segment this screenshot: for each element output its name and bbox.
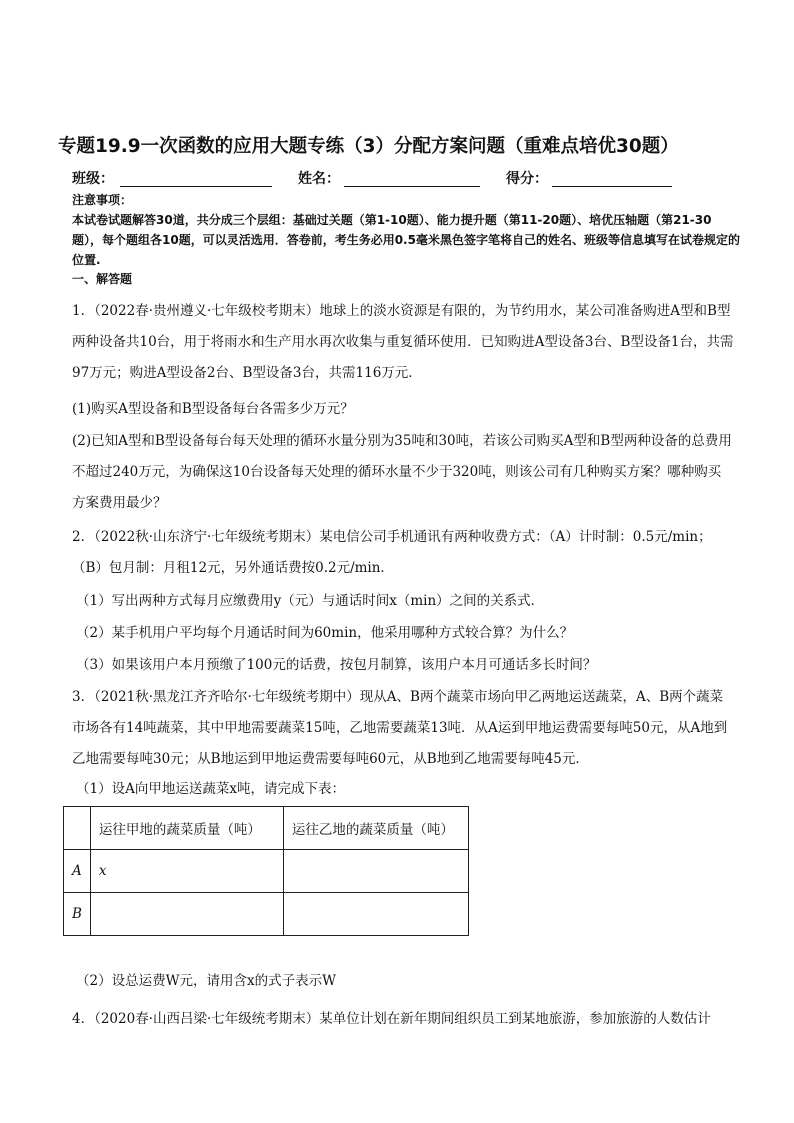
table-header-cell (64, 807, 91, 850)
name-blank (344, 186, 480, 187)
table-header-row (64, 807, 469, 850)
table-cell (283, 850, 468, 893)
q3-stem: 3．（2021秋·黑龙江齐齐哈尔·七年级统考期中）现从A、B两个蔬菜市场向甲乙两地运送蔬菜，A、B两个蔬菜市场各有14吨蔬菜，其中甲地需要蔬菜15吨，乙地需要蔬菜13吨．从A运到甲地运费需要每吨50元，从A地到乙地需要每吨30元；从B地运到甲地运费需要每吨60元，从B地到乙地需要每吨45元． (72, 689, 728, 767)
class-blank (120, 186, 272, 187)
q4-stem: 4．（2020春·山西吕梁·七年级统考期末）某单位计划在新年期间组织员工到某地旅游，参加旅游的人数估计 (72, 1011, 711, 1027)
q3-part2: （2）设总运费W元，请用含x的式子表示W (76, 973, 336, 989)
table-row (64, 893, 469, 936)
name-label: 姓名： (298, 171, 340, 187)
q2-part2: （2）某手机用户平均每个月通话时间为60min，他采用哪种方式较合算？为什么？ (76, 625, 574, 641)
class-label: 班级： (72, 171, 114, 187)
table-cell: x (90, 850, 283, 893)
q1-stem: 1．（2022春·贵州遵义·七年级校考期末）地球上的淡水资源是有限的，为节约用水，某公司准备购进A型和B型两种设备共10台，用于将雨水和生产用水再次收集与重复循环使用．已知购进A型设备3台、B型设备1台，共需97万元；购进A型设备2台、B型设备3台，共需116万元． (72, 303, 734, 381)
table-cell (283, 893, 468, 936)
notice-body: 本试卷试题解答30道，共分成三个层组：基础过关题（第1-10题）、能力提升题（第11-20题）、培优压轴题（第21-30题），每个题组各10题，可以灵活选用．答卷前，考生务必用0.5毫米黑色签字笔将自己的姓名、班级等信息填写在试卷规定的位置. (72, 213, 740, 267)
student-info-row (72, 168, 712, 192)
score-label: 得分： (506, 171, 548, 187)
notice-heading: 注意事项： (72, 193, 133, 207)
table-header-cell: 运往甲地的蔬菜质量（吨） (90, 807, 283, 850)
q3-part1: （1）设A向甲地运送蔬菜x吨，请完成下表： (76, 781, 345, 797)
q2-part3: （3）如果该用户本月预缴了100元的话费，按包月制算，该用户本月可通话多长时间？ (76, 657, 597, 673)
q1-part1: (1)购买A型设备和B型设备每台各需多少万元？ (72, 401, 354, 417)
q2-stem: 2．（2022秋·山东济宁·七年级统考期末）某电信公司手机通讯有两种收费方式：（A）计时制：0.5元/min；（B）包月制：月租12元，另外通话费按0.2元/min． (72, 529, 712, 576)
score-blank (552, 186, 672, 187)
table-cell: A (64, 850, 91, 893)
table-cell: B (64, 893, 91, 936)
q1-part2: (2)已知A型和B型设备每台每天处理的循环水量分别为35吨和30吨，若该公司购买A型和B型两种设备的总费用不超过240万元，为确保这10台设备每天处理的循环水量不少于320吨，则该公司有几种购买方案？哪种购买方案费用最少？ (72, 433, 732, 511)
table-header-cell: 运往乙地的蔬菜质量（吨） (283, 807, 468, 850)
page-title: 专题19.9一次函数的应用大题专练（3）分配方案问题（重难点培优30题） (58, 136, 679, 157)
table-row (64, 850, 469, 893)
q3-table (63, 806, 469, 936)
section-heading: 一、解答题 (72, 272, 133, 286)
q2-part1: （1）写出两种方式每月应缴费用y（元）与通话时间x（min）之间的关系式． (76, 593, 545, 609)
table-cell (90, 893, 283, 936)
